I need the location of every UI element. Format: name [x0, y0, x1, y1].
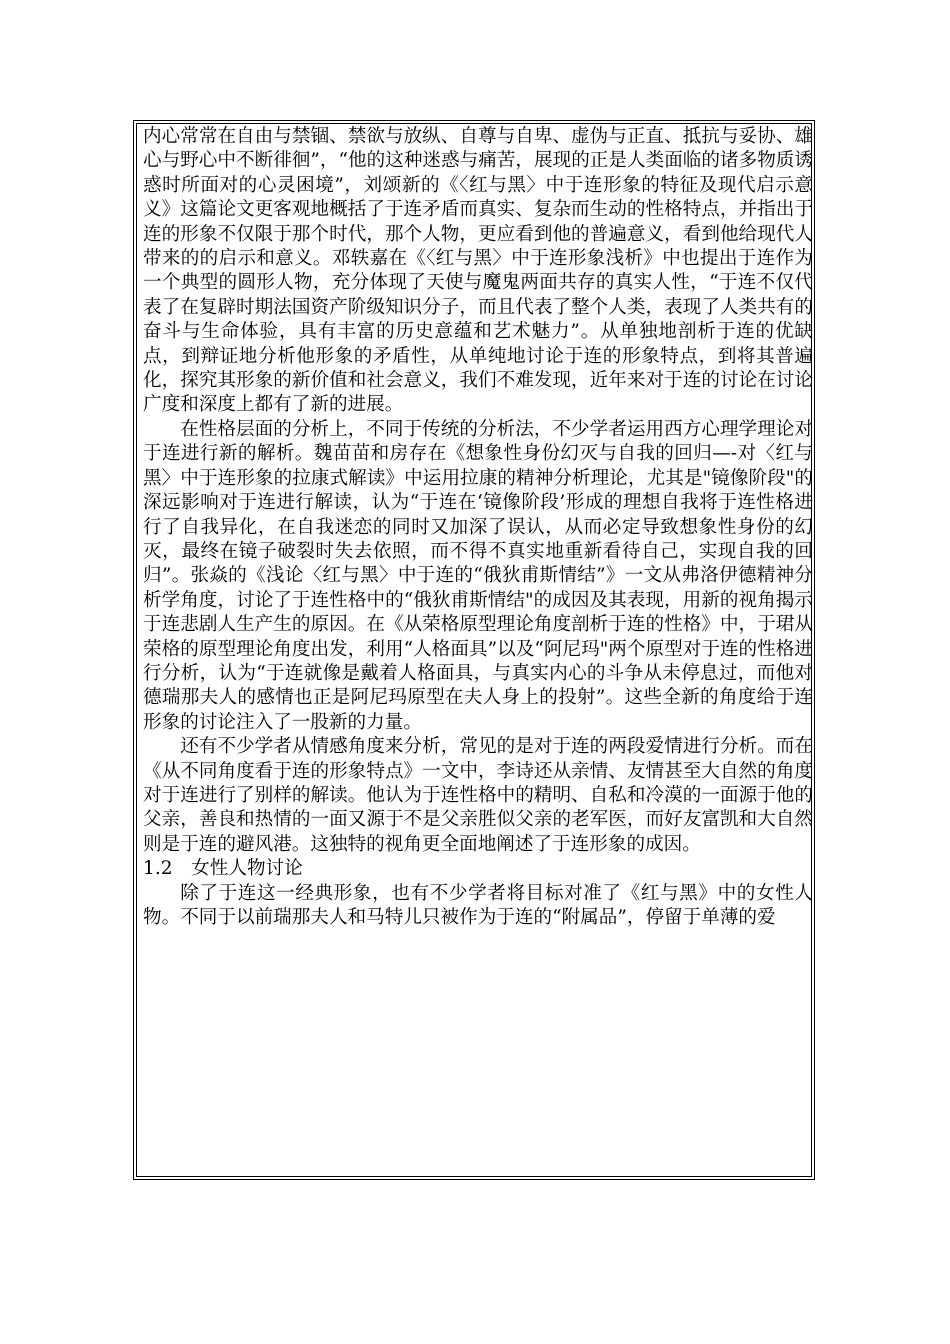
document-body	[143, 125, 813, 930]
paragraph-3: 还有不少学者从情感角度来分析，常见的是对于连的两段爱情进行分析。而在《从不同角度看于连的形象特点》一文中，李诗还从亲情、友情甚至大自然的角度对于连进行了别样的解读。他认为于连性格中的精明、自私和冷漠的一面源于他的父亲，善良和热情的一面又源于不是父亲胜似父亲的老军医，而好友富凯和大自然则是于连的避风港。这独特的视角更全面地阐述了于连形象的成因。	[143, 736, 813, 855]
section-paragraph: 除了于连这一经典形象，也有不少学者将目标对准了《红与黑》中的女性人物。不同于以前瑞那夫人和马特儿只被作为于连的“附属品”，停留于单薄的爱	[143, 882, 813, 928]
paragraph-1: 内心常常在自由与禁锢、禁欲与放纵、自尊与自卑、虚伪与正直、抵抗与妥协、雄心与野心中不断徘徊”，“他的这种迷惑与痛苦，展现的正是人类面临的诸多物质诱惑时所面对的心灵困境”，刘颂新的《〈红与黑〉中于连形象的特征及现代启示意义》这篇论文更客观地概括了于连矛盾而真实、复杂而生动的性格特点，并指出于连的形象不仅限于那个时代，那个人物，更应看到他的普遍意义，看到他给现代人带来的的启示和意义。邓轶嘉在《〈红与黑〉中于连形象浅析》中也提出于连作为一个典型的圆形人物，充分体现了天使与魔鬼两面共存的真实人性，“于连不仅代表了在复辟时期法国资产阶级知识分子，而且代表了整个人类，表现了人类共有的奋斗与生命体验，具有丰富的历史意蕴和艺术魅力”。从单独地剖析于连的优缺点，到辩证地分析他形象的矛盾性，从单纯地讨论于连的形象特点，到将其普遍化，探究其形象的新价值和社会意义，我们不难发现，近年来对于连的讨论在讨论广度和深度上都有了新的进展。	[143, 126, 813, 416]
section-heading: 1.2 女性人物讨论	[143, 858, 303, 880]
paragraph-2: 在性格层面的分析上，不同于传统的分析法，不少学者运用西方心理学理论对于连进行新的解析。魏苗苗和房存在《想象性身份幻灭与自我的回归—-对〈红与黑〉中于连形象的拉康式解读》中运用拉康的精神分析理论，尤其是"镜像阶段"的深远影响对于连进行解读，认为“于连在‘镜像阶段’形成的理想自我将于连性格进行了自我异化，在自我迷恋的同时又加深了误认，从而必定导致想象性身份的幻灭，最终在镜子破裂时失去依照，而不得不真实地重新看待自己，实现自我的回归”。张焱的《浅论〈红与黑〉中于连的“俄狄甫斯情结”》一文从弗洛伊德精神分析学角度，讨论了于连性格中的“俄狄甫斯情结"的成因及其表现，用新的视角揭示于连悲剧人生产生的原因。在《从荣格原型理论角度剖析于连的性格》中，于珺从荣格的原型理论角度出发，利用“人格面具”以及“阿尼玛"两个原型对于连的性格进行分析，认为“于连就像是戴着人格面具，与真实内心的斗争从未停息过，而他对德瑞那夫人的感情也正是阿尼玛原型在夫人身上的投射”。这些全新的角度给于连形象的讨论注入了一股新的力量。	[143, 418, 813, 733]
